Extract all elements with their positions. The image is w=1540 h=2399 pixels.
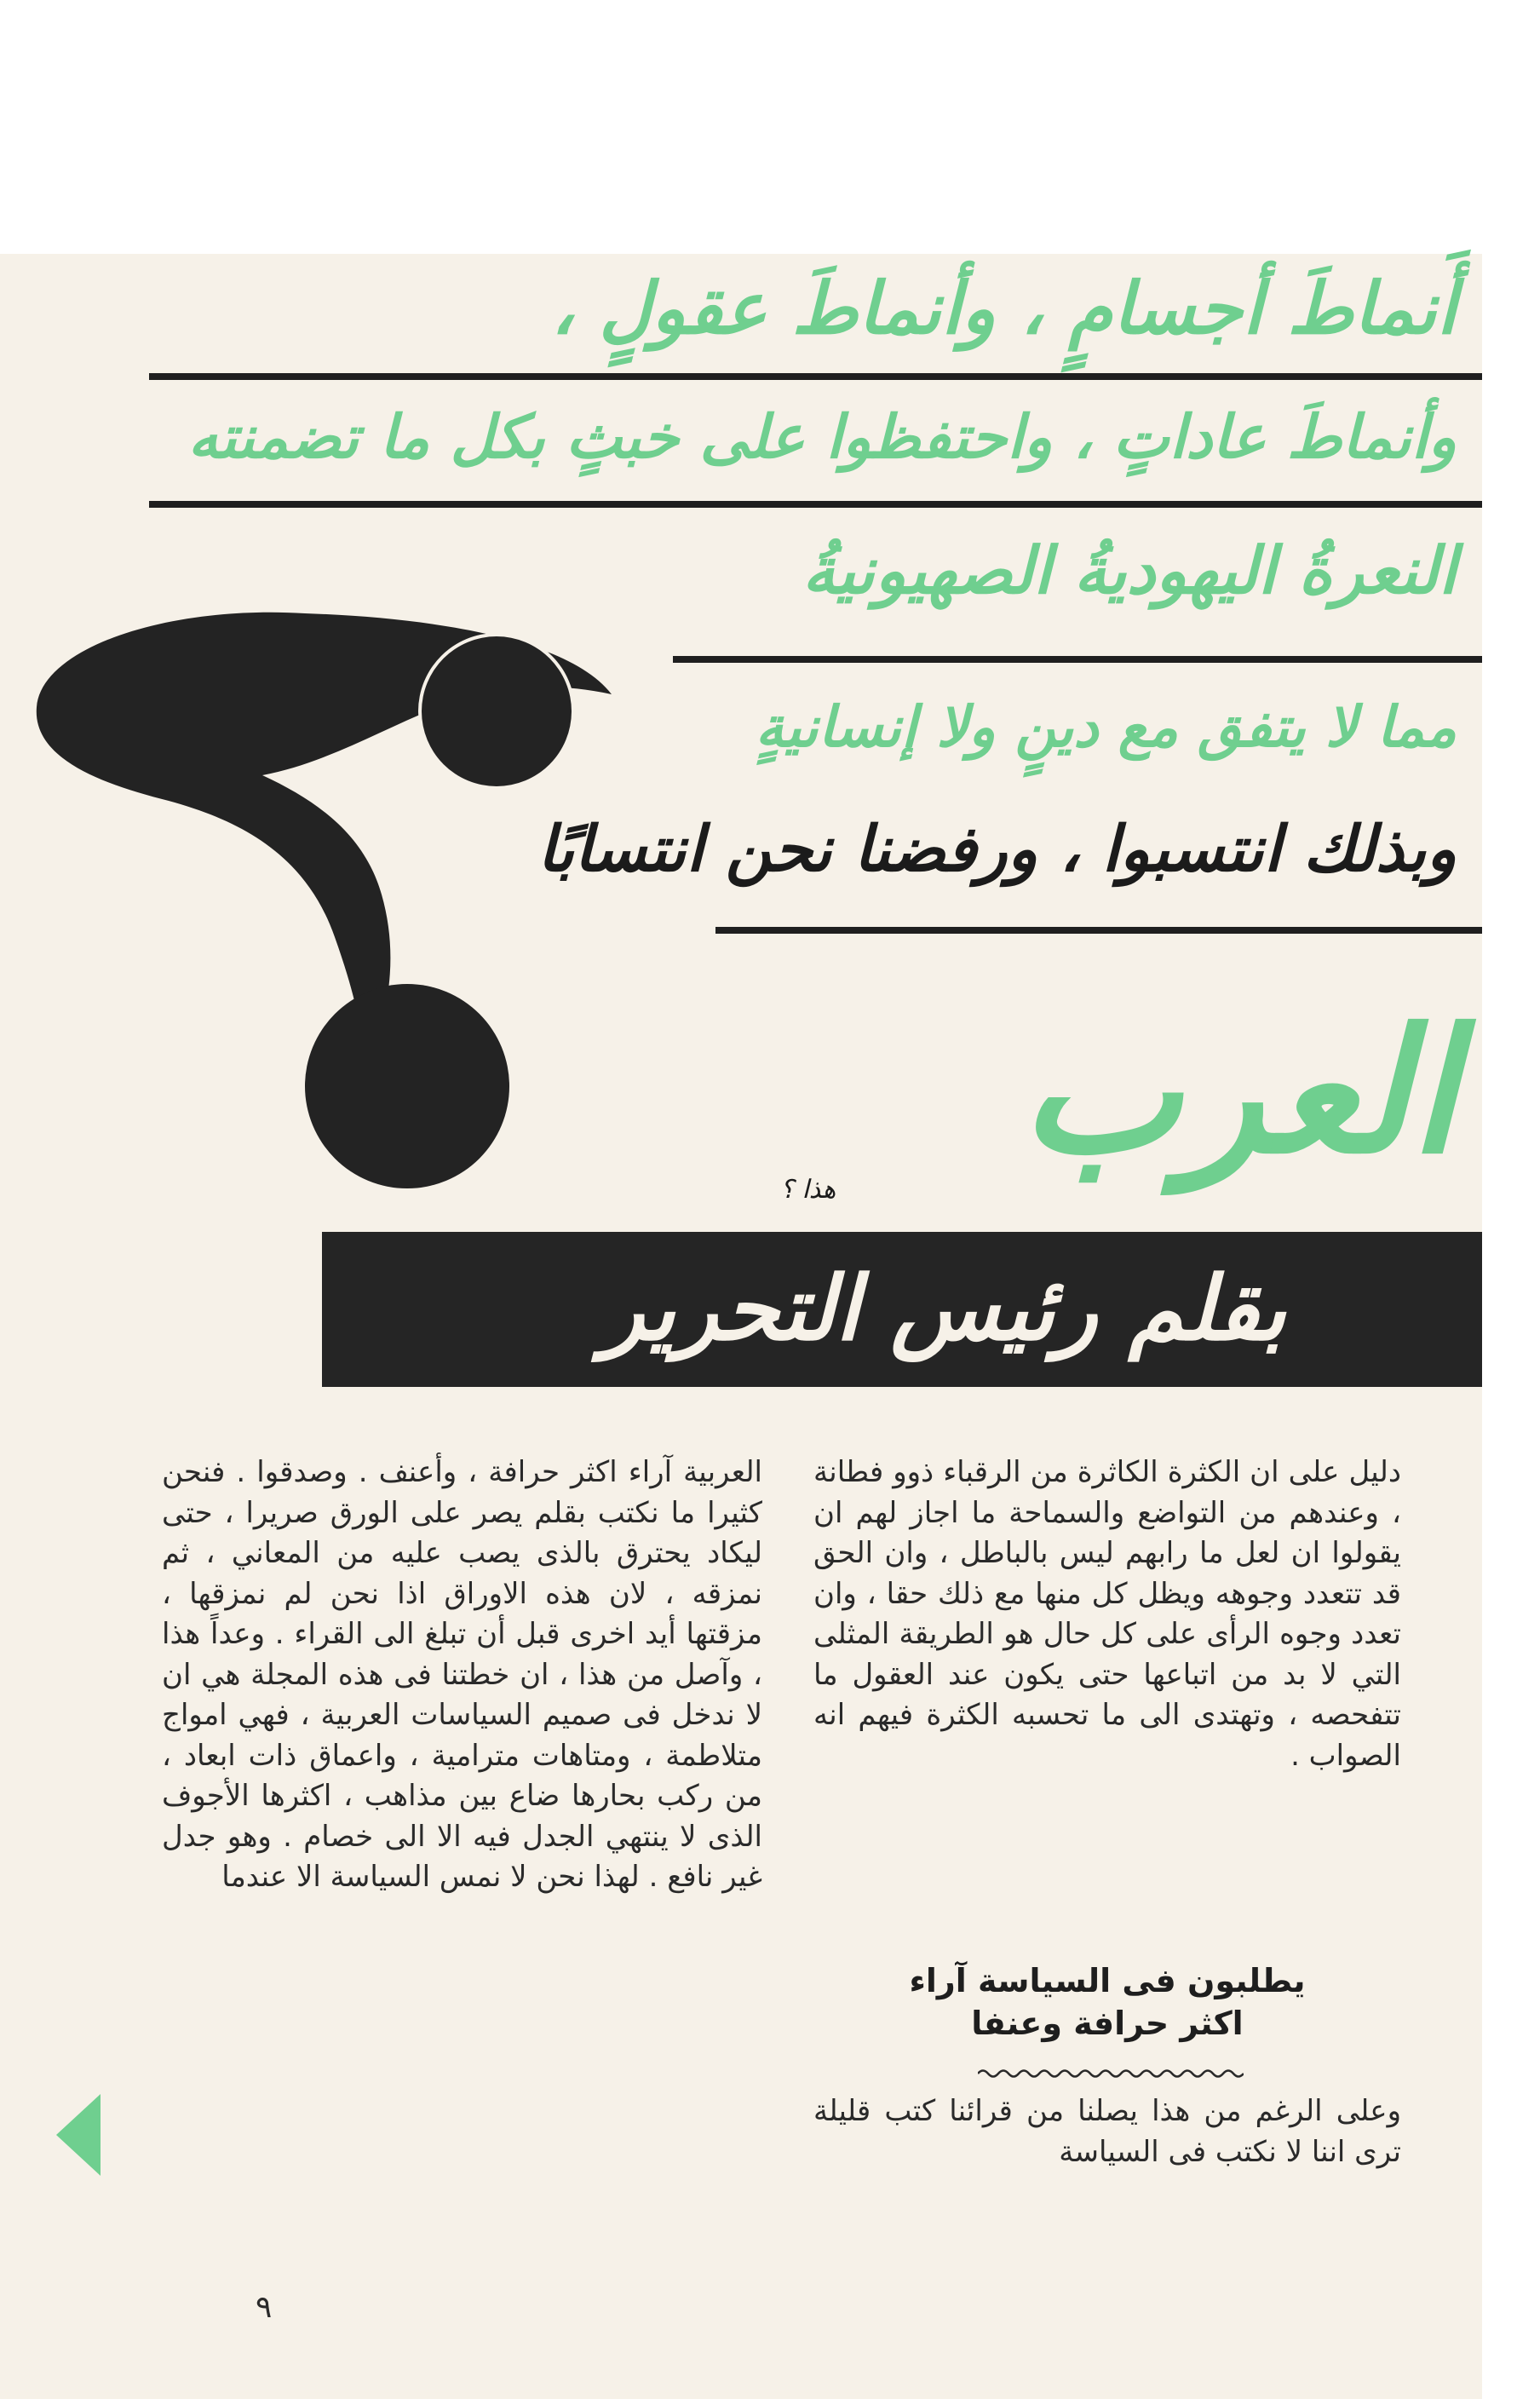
headline-green-line-1: أَنماطَ أجسامٍ ، وأنماطَ عقولٍ ،: [551, 266, 1457, 350]
subhead-wavy-underline: [978, 2065, 1244, 2082]
column-right-paragraph-2: وعلى الرغم من هذا يصلنا من قرائنا كتب قليلة ترى اننا لا نكتب فى السياسة: [813, 2094, 1401, 2169]
headline-rule-4: [715, 927, 1482, 934]
continue-arrow-icon: [56, 2094, 101, 2176]
column-right-paragraph-1: دليل على ان الكثرة الكاثرة من الرقباء ذوو فطانة ، وعندهم من التواضع والسماحة ما اجاز لهم ان يقولوا ان لعل ما رابهم ليس بالباطل ، وان الحق قد تتعدد وجوهه ويظل كل منها مع ذلك حقا ، وان تعدد وجوه الرأى على كل حال هو الطريقة المثلى التي لا بد من اتباعها حتى يكون عند العقول ما تتفحصه ، وتهتدى الى ما تحسبه الكثرة فيهم انه الصواب .: [813, 1455, 1401, 1773]
page-number: ٩: [256, 2290, 273, 2325]
headline-black-line: وبذلك انتسبوا ، ورفضنا نحن انتسابًا: [537, 813, 1457, 886]
article-column-left: [162, 1453, 762, 1898]
masthead-title: العرب: [1020, 992, 1457, 1192]
headline-green-line-3: النعرةُ اليهوديةُ الصهيونيةُ: [802, 532, 1457, 608]
column-left-paragraph: العربية آراء اكثر حرافة ، وأعنف . وصدقوا . فنحن كثيرا ما نكتب بقلم يصر على الورق صريرا ، حتى ليكاد يحترق بالذى يصب عليه من المعاني ، ثم نمزقه ، لان هذه الاوراق اذا نحن لم نمزقها ، مزقتها أيد اخرى قبل أن تبلغ الى القراء . وعداً هذا ، وآصل من هذا ، ان خطتنا فى هذه المجلة هي ان لا ندخل فى صميم السياسات العربية ، فهي امواج متلاطمة ، ومتاهات مترامية ، واعماق ذات ابعاد ، من ركب بحارها ضاع بين مذاهب ، اكثرها الأجوف الذى لا ينتهي الجدل فيه الا الى خصام . وهو جدل غير نافع . لهذا نحن لا نمس السياسة الا عندما: [162, 1455, 762, 1894]
subhead-line-2: اكثر حرافة وعنفا: [971, 2005, 1244, 2042]
headline-green-line-2: وأنماطَ عاداتٍ ، واحتفظوا على خبثٍ بكل ما تضمنته: [187, 401, 1457, 472]
article-column-right: [813, 1453, 1401, 1776]
question-mark-ornament: [24, 596, 637, 1193]
masthead: [750, 992, 1457, 1205]
headline-rule-2: [149, 501, 1482, 508]
scan-margin: [1482, 254, 1540, 2399]
byline-band: [322, 1232, 1482, 1387]
headline-rule-3: [673, 656, 1482, 663]
headline-green-line-4: مما لا يتفق مع دينٍ ولا إنسانيةٍ: [755, 693, 1457, 760]
byline-text: بقلم رئيس التحرير: [601, 1256, 1286, 1361]
article-column-right-continued: [813, 2091, 1401, 2172]
masthead-subtitle: هذا ؟: [780, 1175, 836, 1205]
headline-rule-1: [149, 373, 1482, 380]
column-subhead: [813, 1959, 1401, 2045]
subhead-line-1: يطلبون فى السياسة آراء: [909, 1962, 1306, 1999]
